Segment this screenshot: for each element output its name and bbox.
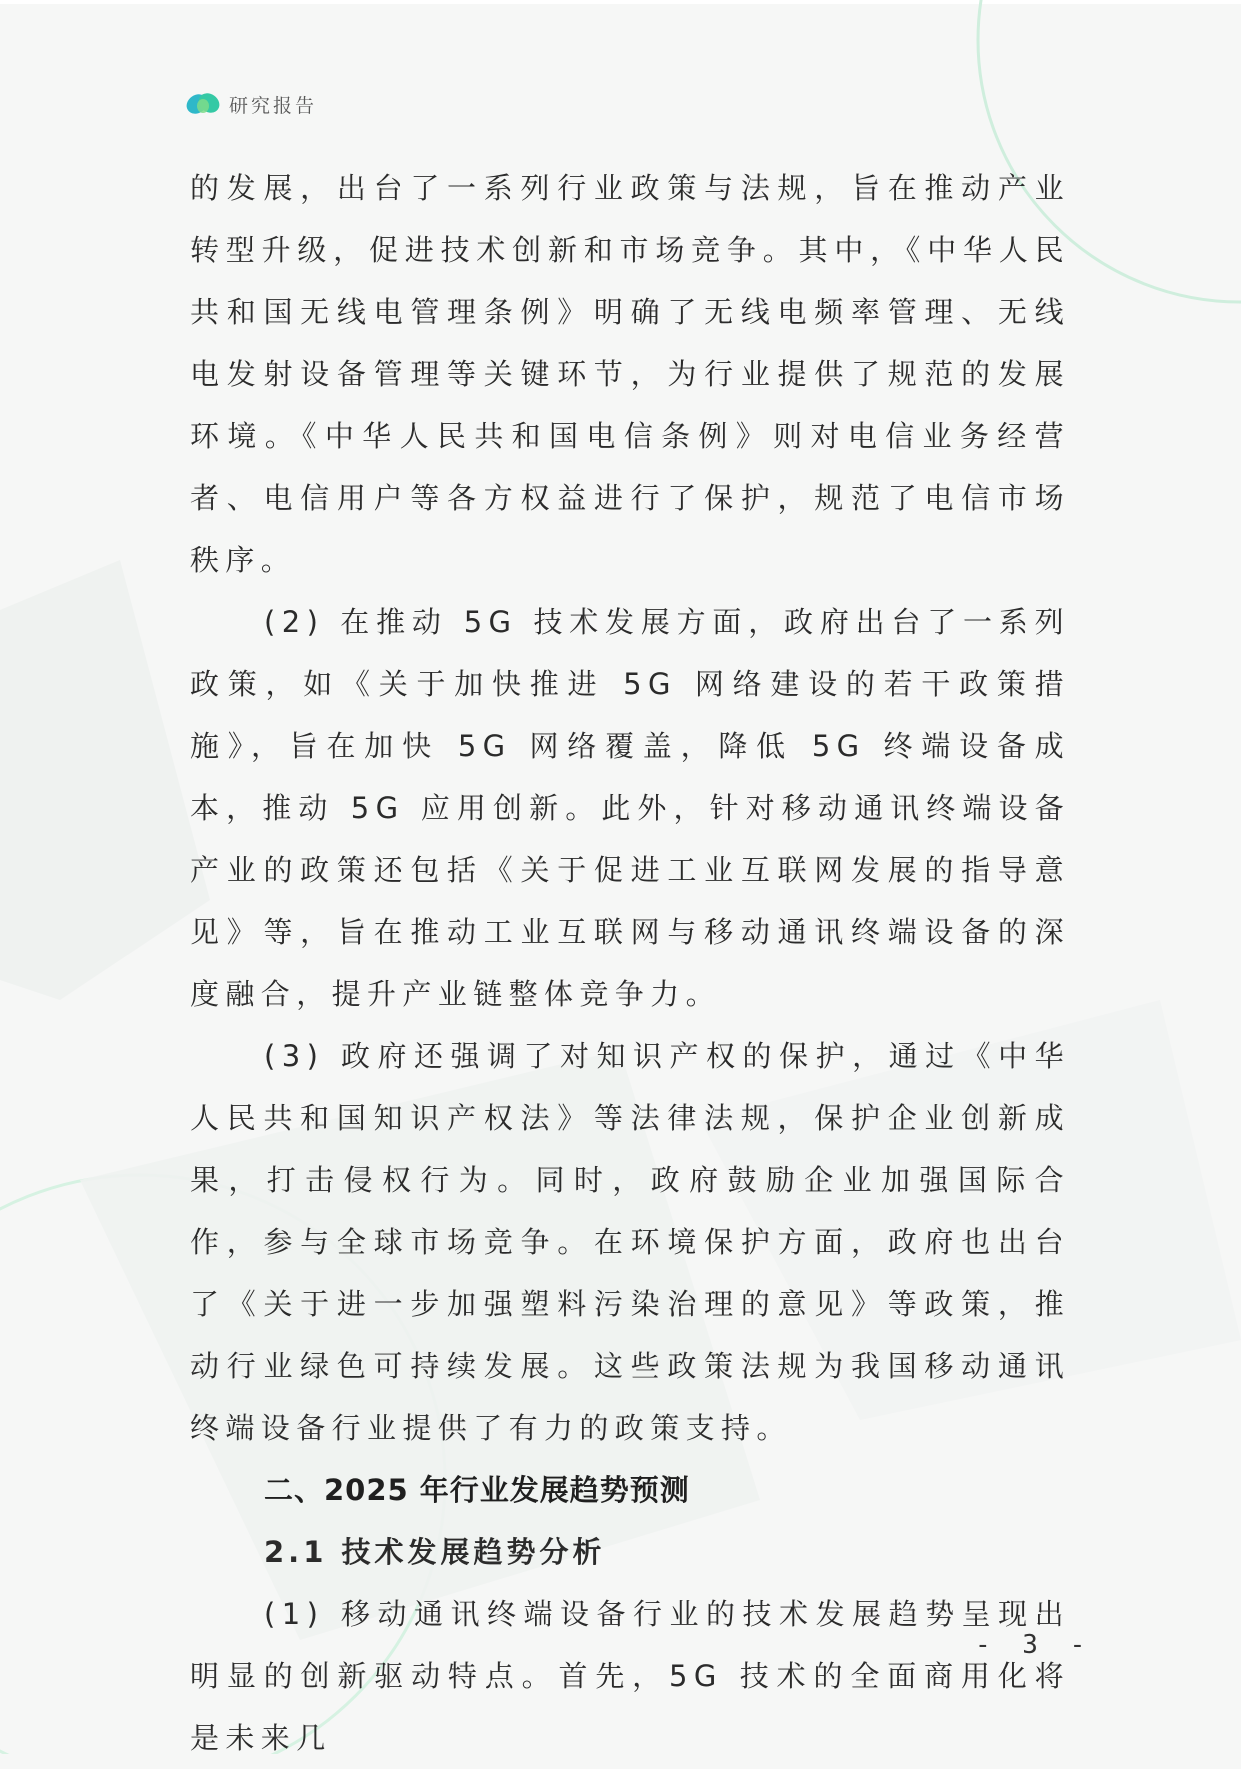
paragraph-5g-policy: (2) 在推动 5G 技术发展方面，政府出台了一系列政策，如《关于加快推进 5G 网络建设的若干政策措施》，旨在加快 5G 网络覆盖，降低 5G 终端设备成本，推动 5G 应用创新。此外，针对移动通讯终端设备产业的政策还包括《关于促进工业互联网发展的指导意见》等，旨在推动工业互联网与移动通讯终端设备的深度融合，提升产业链整体竞争力。 bbox=[190, 605, 1070, 1011]
leaf-logo-icon bbox=[185, 88, 221, 120]
report-header bbox=[185, 88, 317, 120]
paragraph-tech-trends: (1) 移动通讯终端设备行业的技术发展趋势呈现出明显的创新驱动特点。首先，5G 技术的全面商用化将是未来几 bbox=[190, 1597, 1070, 1755]
paragraph-ip-protection: (3) 政府还强调了对知识产权的保护，通过《中华人民共和国知识产权法》等法律法规，保护企业创新成果，打击侵权行为。同时，政府鼓励企业加强国际合作，参与全球市场竞争。在环境保护方面，政府也出台了《关于进一步加强塑料污染治理的意见》等政策，推动行业绿色可持续发展。这些政策法规为我国移动通讯终端设备行业提供了有力的政策支持。 bbox=[190, 1039, 1070, 1445]
decor-shape-left bbox=[0, 560, 210, 1000]
header-title: 研究报告 bbox=[229, 94, 318, 117]
document-body bbox=[190, 157, 1070, 1769]
paragraph-policy-regulations: 的发展，出台了一系列行业政策与法规，旨在推动产业转型升级，促进技术创新和市场竞争。其中，《中华人民共和国无线电管理条例》明确了无线电频率管理、无线电发射设备管理等关键环节，为行业提供了规范的发展环境。《中华人民共和国电信条例》则对电信业务经营者、电信用户等各方权益进行了保护，规范了电信市场秩序。 bbox=[190, 171, 1070, 577]
subsection-heading: 2.1 技术发展趋势分析 bbox=[264, 1535, 606, 1569]
page-number: - 3 - bbox=[975, 1630, 1094, 1660]
section-heading: 二、2025 年行业发展趋势预测 bbox=[264, 1473, 690, 1507]
